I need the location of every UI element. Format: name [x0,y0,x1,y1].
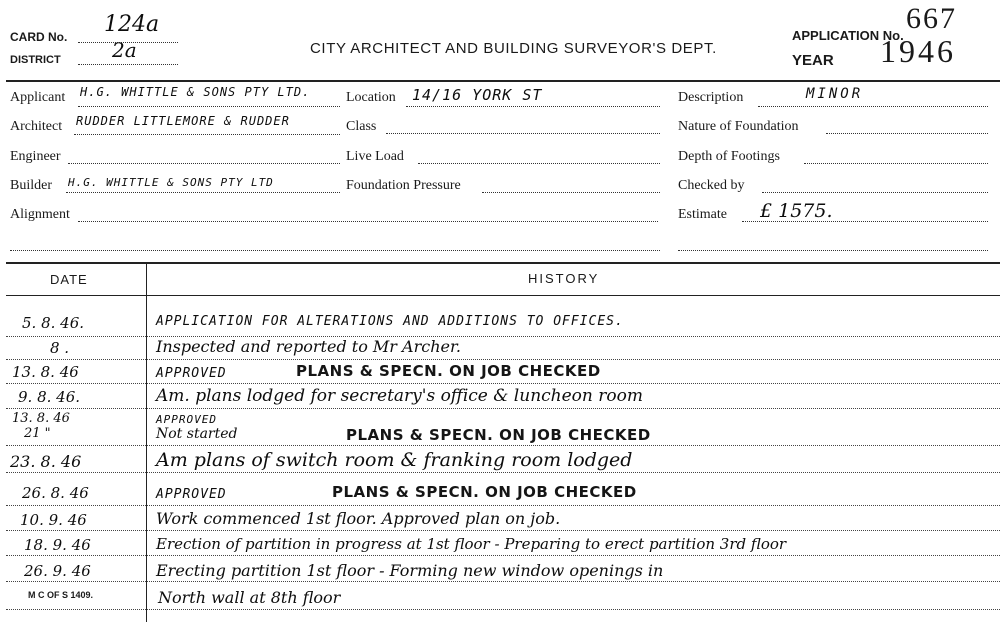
district-label: DISTRICT [10,54,61,66]
header-divider [6,80,1000,82]
nature-of-foundation-label: Nature of Foundation [678,119,799,134]
history-entry: Erection of partition in progress at 1st floor - Preparing to erect partition 3rd floor [156,535,787,553]
history-date: 26. 9. 46 [24,562,91,580]
history-header-divider [6,295,1000,296]
row-rule [6,609,1000,610]
description-value: MINOR [806,86,864,102]
history-entry: Work commenced 1st floor. Approved plan on job. [156,509,561,528]
engineer-underline [68,163,340,164]
history-entry: Erecting partition 1st floor - Forming new window openings in [156,561,664,580]
row-rule [6,472,1000,473]
location-underline [406,106,660,107]
history-entry: APPLICATION FOR ALTERATIONS AND ADDITIONS TO OFFICES. [156,314,624,329]
history-date: 8 . [50,339,70,357]
applicant-label: Applicant [10,90,66,105]
architect-underline [74,134,340,135]
history-date: 23. 8. 46 [10,452,82,471]
description-label: Description [678,90,744,105]
row-rule [6,445,1000,446]
card-no-value: 124a [104,12,160,37]
history-entry: APPROVED [156,366,227,381]
row-rule [6,408,1000,409]
row-rule [6,530,1000,531]
history-entry: Am plans of switch room & franking room lodged [156,449,633,471]
history-date: 18. 9. 46 [24,536,91,554]
history-entry: APPROVED [156,413,217,426]
history-date: 13. 8. 46 [12,363,79,381]
builder-value: H.G. WHITTLE & SONS PTY LTD [68,176,274,189]
foundation-pressure-underline [482,192,660,193]
architect-value: RUDDER LITTLEMORE & RUDDER [76,114,290,128]
history-entry: Am. plans lodged for secretary's office & luncheon room [156,386,643,406]
history-date: 9. 8. 46. [18,388,81,406]
checked-underline [762,192,988,193]
architect-label: Architect [10,119,63,134]
estimate-underline [742,221,988,222]
district-value: 2a [112,38,137,62]
engineer-label: Engineer [10,149,61,164]
checked-stamp: PLANS & SPECN. ON JOB CHECKED [346,426,651,444]
estimate-label: Estimate [678,207,727,222]
history-date: 26. 8. 46 [22,484,89,502]
live-load-label: Live Load [346,149,404,164]
form-code: M C OF S 1409. [28,590,94,600]
year-value: 1946 [880,33,956,69]
estimate-value: £ 1575. [760,200,833,222]
application-number: 667 [906,2,957,35]
builder-label: Builder [10,178,52,193]
class-underline [386,133,660,134]
row-rule [6,359,1000,360]
history-date: 13. 8. 46 [12,411,70,426]
history-entry: APPROVED [156,487,227,502]
application-label: APPLICATION No. [792,28,904,43]
date-column-divider [146,262,147,622]
applicant-value: H.G. WHITTLE & SONS PTY LTD. [80,85,311,99]
row-rule [6,383,1000,384]
description-underline [758,106,988,107]
nature-underline [826,133,988,134]
history-date: 10. 9. 46 [20,511,87,529]
history-entry: Inspected and reported to Mr Archer. [156,337,461,356]
history-date: 21 " [24,426,51,441]
year-label: YEAR [792,52,834,69]
depth-of-footings-label: Depth of Footings [678,149,780,164]
checked-stamp: PLANS & SPECN. ON JOB CHECKED [332,483,637,501]
alignment-underline [78,221,658,222]
depth-underline [804,163,988,164]
history-date: 5. 8. 46. [22,314,85,332]
location-value: 14/16 YORK ST [412,86,543,104]
builder-underline [66,192,340,193]
estimate-underline-2 [678,250,988,251]
date-header: DATE [50,272,88,287]
alignment-underline-2 [10,250,660,251]
alignment-label: Alignment [10,207,70,222]
row-rule [6,581,1000,582]
history-entry: North wall at 8th floor [158,588,341,607]
dept-title: CITY ARCHITECT AND BUILDING SURVEYOR'S DEPT. [310,40,717,57]
live-load-underline [418,163,660,164]
location-label: Location [346,90,396,105]
row-rule [6,505,1000,506]
district-underline [78,64,178,65]
checked-by-label: Checked by [678,178,745,193]
history-header: HISTORY [528,271,600,286]
applicant-underline [78,106,340,107]
history-top-border [6,262,1000,264]
row-rule [6,555,1000,556]
checked-stamp: PLANS & SPECN. ON JOB CHECKED [296,362,601,380]
class-label: Class [346,119,377,134]
foundation-pressure-label: Foundation Pressure [346,178,461,193]
card-no-label: CARD No. [10,30,68,44]
history-entry: Not started [156,426,238,442]
